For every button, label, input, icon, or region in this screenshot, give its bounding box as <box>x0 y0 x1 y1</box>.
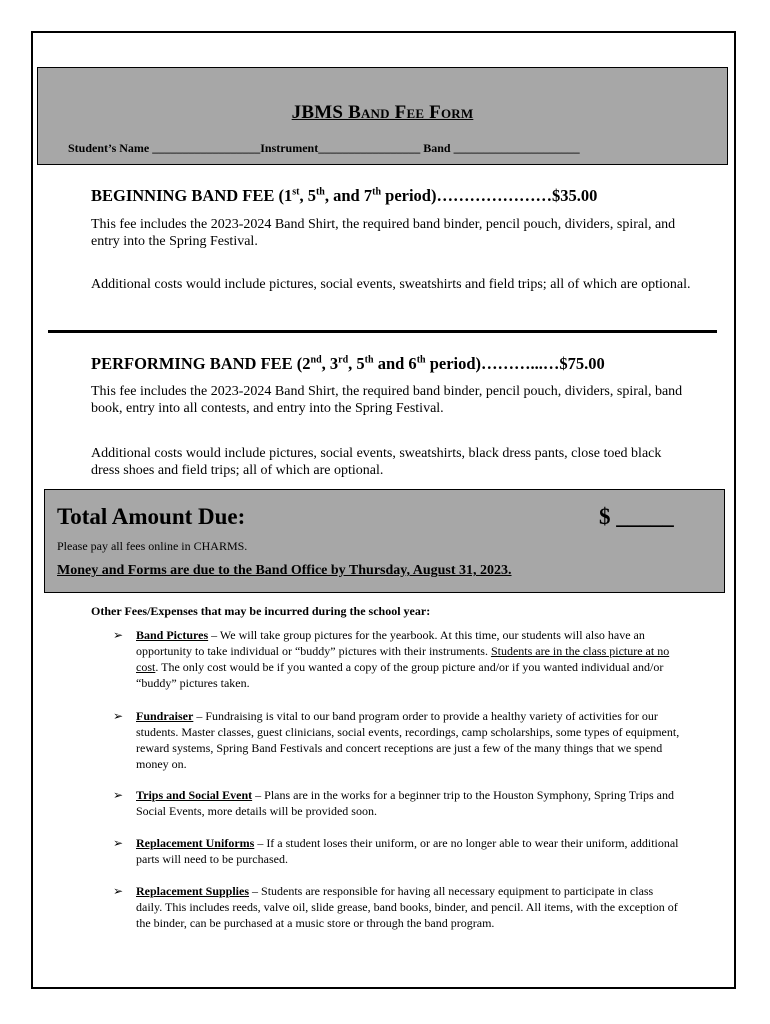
arrow-bullet-icon: ➢ <box>113 884 124 898</box>
total-amount-box <box>44 489 725 593</box>
pay-online-note: Please pay all fees online in CHARMS. <box>57 539 248 553</box>
student-info-line: Student’s Name __________________Instrument_________________ Band _____________________ <box>68 141 580 155</box>
performing-fee-includes: This fee includes the 2023-2024 Band Shirt, the required band binder, pencil pouch, dividers, spiral, band book, entry into all contests, and entry into the Spring Festival. <box>91 384 683 416</box>
arrow-bullet-icon: ➢ <box>113 836 124 850</box>
list-item-fundraiser: Fundraiser – Fundraising is vital to our band program order to provide a healthy variety of activities for our students. Master classes, guest clinicians, social events, recordings, camp scholarships, some types of equipment, reward systems, Spring Band Festivals and concert receptions are just a few of the many things that we spend money on. <box>136 709 680 771</box>
arrow-bullet-icon: ➢ <box>113 709 124 723</box>
list-item-band-pictures: Band Pictures – We will take group pictures for the yearbook. At this time, our students will also have an opportunity to take individual or “buddy” pictures with their instruments. Students are in the class picture at no cost. The only cost would be if you wanted a copy of the group picture and/or if you wanted individual and/or “buddy” pictures taken. <box>136 628 670 690</box>
performing-band-fee-title: PERFORMING BAND FEE (2nd, 3rd, 5th and 6th period)………...…$75.00 <box>91 354 605 373</box>
form-title: JBMS Band Fee Form <box>291 102 474 123</box>
performing-additional-costs: Additional costs would include pictures, social events, sweatshirts, black dress pants, close toed black dress shoes and field trips; all of which are optional. <box>91 446 662 478</box>
arrow-bullet-icon: ➢ <box>113 788 124 802</box>
beginning-additional-costs: Additional costs would include pictures, social events, sweatshirts and field trips; all of which are optional. <box>91 277 691 292</box>
list-item-trips-social: Trips and Social Event – Plans are in the works for a beginner trip to the Houston Symphony, Spring Trips and Social Events, more details will be provided soon. <box>136 788 674 818</box>
due-date-note: Money and Forms are due to the Band Office by Thursday, August 31, 2023. <box>57 563 512 578</box>
beginning-fee-includes: This fee includes the 2023-2024 Band Shirt, the required band binder, pencil pouch, dividers, spiral, and entry into the Spring Festival. <box>91 217 676 249</box>
beginning-band-fee-title: BEGINNING BAND FEE (1st, 5th, and 7th period)…………………$35.00 <box>91 186 598 205</box>
list-item-replacement-uniforms: Replacement Uniforms – If a student loses their uniform, or are no longer able to wear their uniform, additional parts will need to be purchased. <box>136 836 679 866</box>
other-fees-heading: Other Fees/Expenses that may be incurred during the school year: <box>91 604 431 618</box>
arrow-bullet-icon: ➢ <box>113 628 124 642</box>
section-divider <box>48 330 717 333</box>
total-amount-label: Total Amount Due: <box>57 504 246 529</box>
total-amount-field: $ _____ <box>599 504 674 529</box>
header-box <box>37 67 728 165</box>
list-item-replacement-supplies: Replacement Supplies – Students are responsible for having all necessary equipment to participate in class daily. This includes reeds, valve oil, slide grease, band books, binder, and pencil. All items, with the exception of the binder, can be purchased at a music store or through the band program. <box>136 884 678 930</box>
